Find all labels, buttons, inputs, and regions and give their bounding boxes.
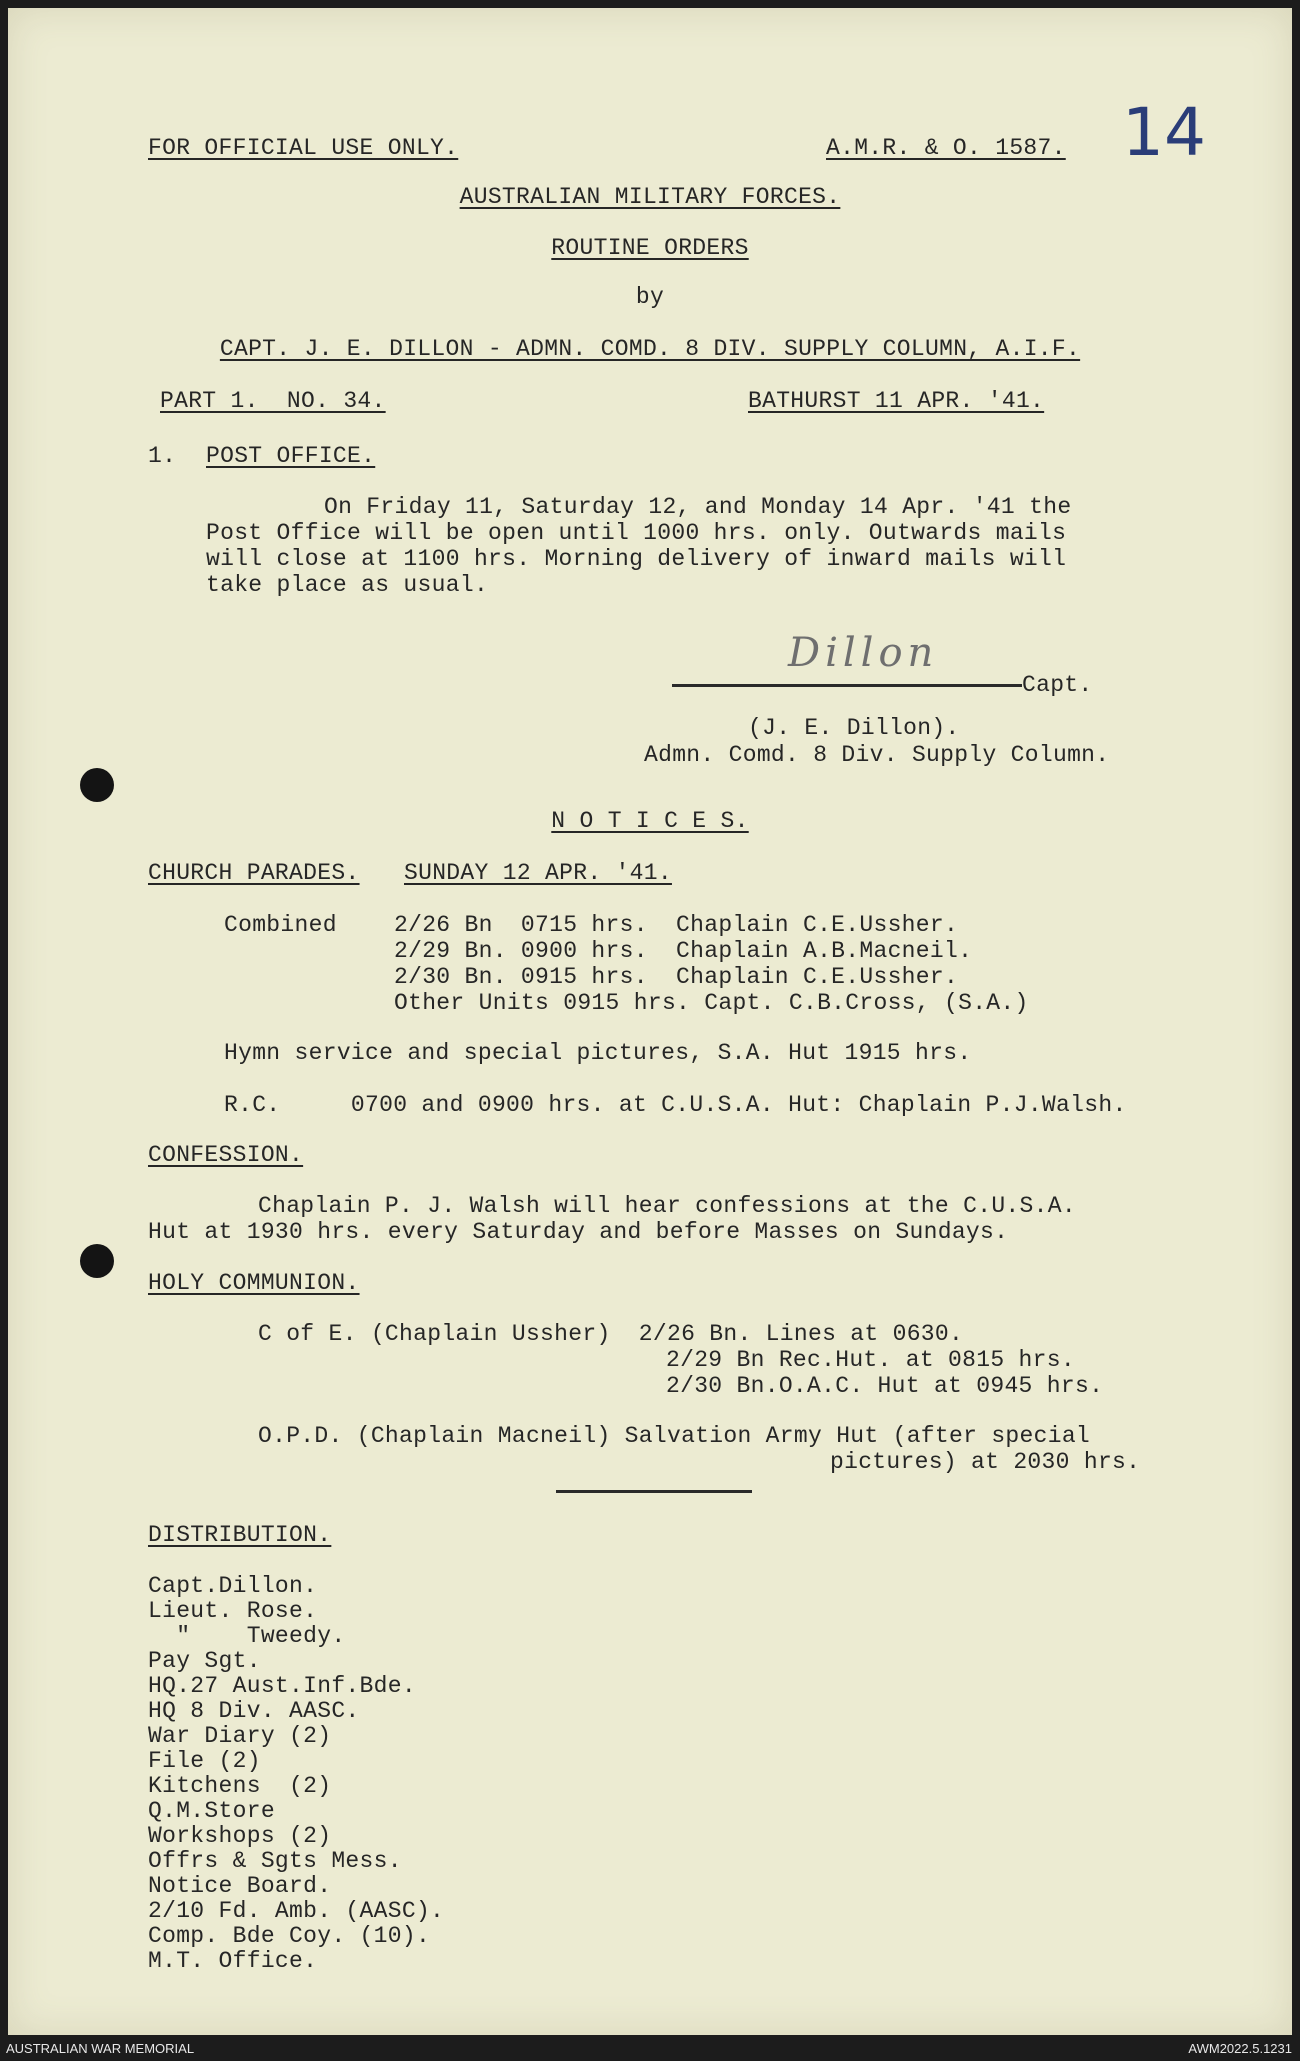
distribution-item: " Tweedy. (148, 1623, 346, 1649)
signature-title: Admn. Comd. 8 Div. Supply Column. (644, 742, 1110, 768)
title-routine-orders: ROUTINE ORDERS (551, 235, 749, 261)
parade-row: Other Units 0915 hrs. Capt. C.B.Cross, (S.A.) (394, 990, 1029, 1016)
communion-text: O.P.D. (Chaplain Macneil) Salvation Army Hut (after special (258, 1423, 1091, 1449)
parade-row: 2/26 Bn 0715 hrs. Chaplain C.E.Ussher. (394, 912, 959, 938)
distribution-item: Kitchens (2) (148, 1773, 332, 1799)
title-commander: CAPT. J. E. DILLON - ADMN. COMD. 8 DIV. SUPPLY COLUMN, A.I.F. (219, 336, 1081, 362)
distribution-item: Lieut. Rose. (148, 1598, 318, 1624)
signature-rank: Capt. (1022, 672, 1093, 698)
section-number: 1. (148, 443, 177, 469)
post-office-text: will close at 1100 hrs. Morning delivery of inward mails will (206, 546, 1067, 572)
punch-hole (80, 768, 114, 802)
distribution-item: 2/10 Fd. Amb. (AASC). (148, 1898, 445, 1924)
post-office-text: On Friday 11, Saturday 12, and Monday 14 Apr. '41 the (324, 494, 1072, 520)
order-reference: A.M.R. & O. 1587. (826, 135, 1066, 161)
distribution-item: Notice Board. (148, 1873, 332, 1899)
signature-line (672, 684, 1022, 687)
distribution-heading: DISTRIBUTION. (148, 1522, 332, 1548)
signature-name: (J. E. Dillon). (748, 715, 960, 741)
church-parades-date: SUNDAY 12 APR. '41. (404, 860, 672, 886)
communion-heading: HOLY COMMUNION. (148, 1270, 360, 1296)
communion-text: pictures) at 2030 hrs. (830, 1449, 1141, 1475)
footer-credit: AUSTRALIAN WAR MEMORIAL (6, 2041, 195, 2056)
confession-heading: CONFESSION. (148, 1142, 304, 1168)
section-divider (556, 1490, 752, 1493)
post-office-text: take place as usual. (206, 572, 489, 598)
hymn-service: Hymn service and special pictures, S.A. Hut 1915 hrs. (224, 1040, 972, 1066)
document-page (8, 8, 1292, 2035)
punch-hole (80, 1244, 114, 1278)
place-date: BATHURST 11 APR. '41. (748, 388, 1045, 414)
church-parades-label: CHURCH PARADES. (148, 860, 360, 886)
communion-text: 2/29 Bn Rec.Hut. at 0815 hrs. (666, 1347, 1075, 1373)
post-office-text: Post Office will be open until 1000 hrs. only. Outwards mails (206, 520, 1067, 546)
communion-text: C of E. (Chaplain Ussher) 2/26 Bn. Lines at 0630. (258, 1321, 964, 1347)
title-by: by (635, 284, 665, 310)
distribution-item: HQ.27 Aust.Inf.Bde. (148, 1673, 416, 1699)
rc-service: R.C. 0700 and 0900 hrs. at C.U.S.A. Hut: Chaplain P.J.Walsh. (224, 1092, 1127, 1118)
parade-row: 2/30 Bn. 0915 hrs. Chaplain C.E.Ussher. (394, 964, 959, 990)
distribution-item: Offrs & Sgts Mess. (148, 1848, 402, 1874)
distribution-item: Comp. Bde Coy. (10). (148, 1923, 431, 1949)
distribution-item: Q.M.Store (148, 1798, 275, 1824)
parade-type: Combined (224, 912, 337, 938)
notices-heading: N O T I C E S. (551, 808, 749, 834)
title-forces: AUSTRALIAN MILITARY FORCES. (459, 184, 841, 210)
parade-row: 2/29 Bn. 0900 hrs. Chaplain A.B.Macneil. (394, 938, 973, 964)
confession-text: Hut at 1930 hrs. every Saturday and before Masses on Sundays. (148, 1219, 1009, 1245)
distribution-item: Pay Sgt. (148, 1648, 261, 1674)
part-number: PART 1. NO. 34. (160, 388, 386, 414)
distribution-item: Capt.Dillon. (148, 1573, 318, 1599)
signature-mark: Dillon (788, 630, 939, 676)
handwritten-folio: 14 (1122, 94, 1206, 171)
distribution-item: File (2) (148, 1748, 261, 1774)
distribution-item: Workshops (2) (148, 1823, 332, 1849)
communion-text: 2/30 Bn.O.A.C. Hut at 0945 hrs. (666, 1373, 1104, 1399)
confession-text: Chaplain P. J. Walsh will hear confessions at the C.U.S.A. (258, 1193, 1076, 1219)
distribution-item: War Diary (2) (148, 1723, 332, 1749)
footer-accession: AWM2022.5.1231 (1188, 2041, 1292, 2056)
section-heading: POST OFFICE. (206, 443, 376, 469)
distribution-item: M.T. Office. (148, 1948, 318, 1974)
classification: FOR OFFICIAL USE ONLY. (148, 135, 459, 161)
distribution-item: HQ 8 Div. AASC. (148, 1698, 360, 1724)
